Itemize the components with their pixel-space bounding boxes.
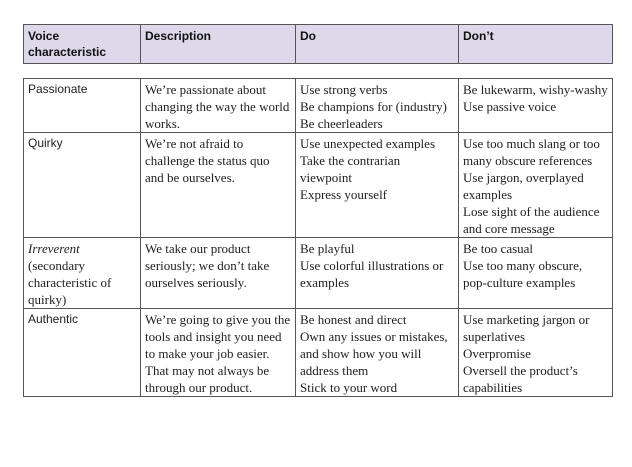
dont-item: Oversell the product’s capabilities — [463, 363, 578, 395]
voice-description: We’re not afraid to challenge the status quo and be ourselves. — [141, 133, 296, 238]
do-cell — [296, 309, 459, 397]
dont-item: Use marketing jargon or superlatives — [463, 312, 590, 344]
voice-name: Authentic — [24, 309, 141, 397]
table-row — [24, 309, 613, 397]
header-table — [23, 24, 613, 64]
do-cell — [296, 238, 459, 309]
dont-cell — [459, 309, 613, 397]
do-cell — [296, 79, 459, 133]
voice-description: We’re going to give you the tools and insight you need to make your job easier. That may not always be through our product. — [141, 309, 296, 397]
do-item: Take the contrarian viewpoint — [300, 153, 401, 185]
table-row — [24, 133, 613, 238]
voice-name-note: (secondary characteristic of quirky) — [28, 258, 112, 307]
voice-description: We take our product seriously; we don’t take ourselves seriously. — [141, 238, 296, 309]
header-voice-characteristic: Voice characteristic — [24, 25, 141, 64]
dont-item: Use passive voice — [463, 99, 557, 114]
dont-item: Use jargon, overplayed examples — [463, 170, 584, 202]
do-cell — [296, 133, 459, 238]
table-row — [24, 238, 613, 309]
voice-name: Quirky — [24, 133, 141, 238]
do-item: Use unexpected examples — [300, 136, 436, 151]
do-item: Be honest and direct — [300, 312, 407, 327]
header-description: Description — [141, 25, 296, 64]
header-do: Do — [296, 25, 459, 64]
do-item: Be playful — [300, 241, 355, 256]
table-row — [24, 79, 613, 133]
dont-item: Use too many obscure, pop-culture examples — [463, 258, 583, 290]
dont-item: Overpromise — [463, 346, 531, 361]
voice-name: Passionate — [24, 79, 141, 133]
dont-item: Be lukewarm, wishy-washy — [463, 82, 608, 97]
header-dont: Don’t — [459, 25, 613, 64]
dont-cell — [459, 133, 613, 238]
dont-item: Use too much slang or too many obscure references — [463, 136, 600, 168]
do-item: Stick to your word — [300, 380, 398, 395]
dont-cell — [459, 79, 613, 133]
dont-cell — [459, 238, 613, 309]
do-item: Own any issues or mistakes, and show how you will address them — [300, 329, 448, 378]
do-item: Be champions for (industry) — [300, 99, 447, 114]
dont-item: Be too casual — [463, 241, 534, 256]
dont-item: Lose sight of the audience and core message — [463, 204, 600, 236]
do-item: Use strong verbs — [300, 82, 388, 97]
do-item: Be cheerleaders — [300, 116, 383, 131]
voice-description: We’re passionate about changing the way the world works. — [141, 79, 296, 133]
header-row — [24, 25, 613, 64]
do-item: Express yourself — [300, 187, 388, 202]
voice-name-cell — [24, 238, 141, 309]
voice-name: Irreverent — [28, 241, 80, 256]
voice-table — [23, 78, 613, 397]
do-item: Use colorful illustrations or examples — [300, 258, 444, 290]
